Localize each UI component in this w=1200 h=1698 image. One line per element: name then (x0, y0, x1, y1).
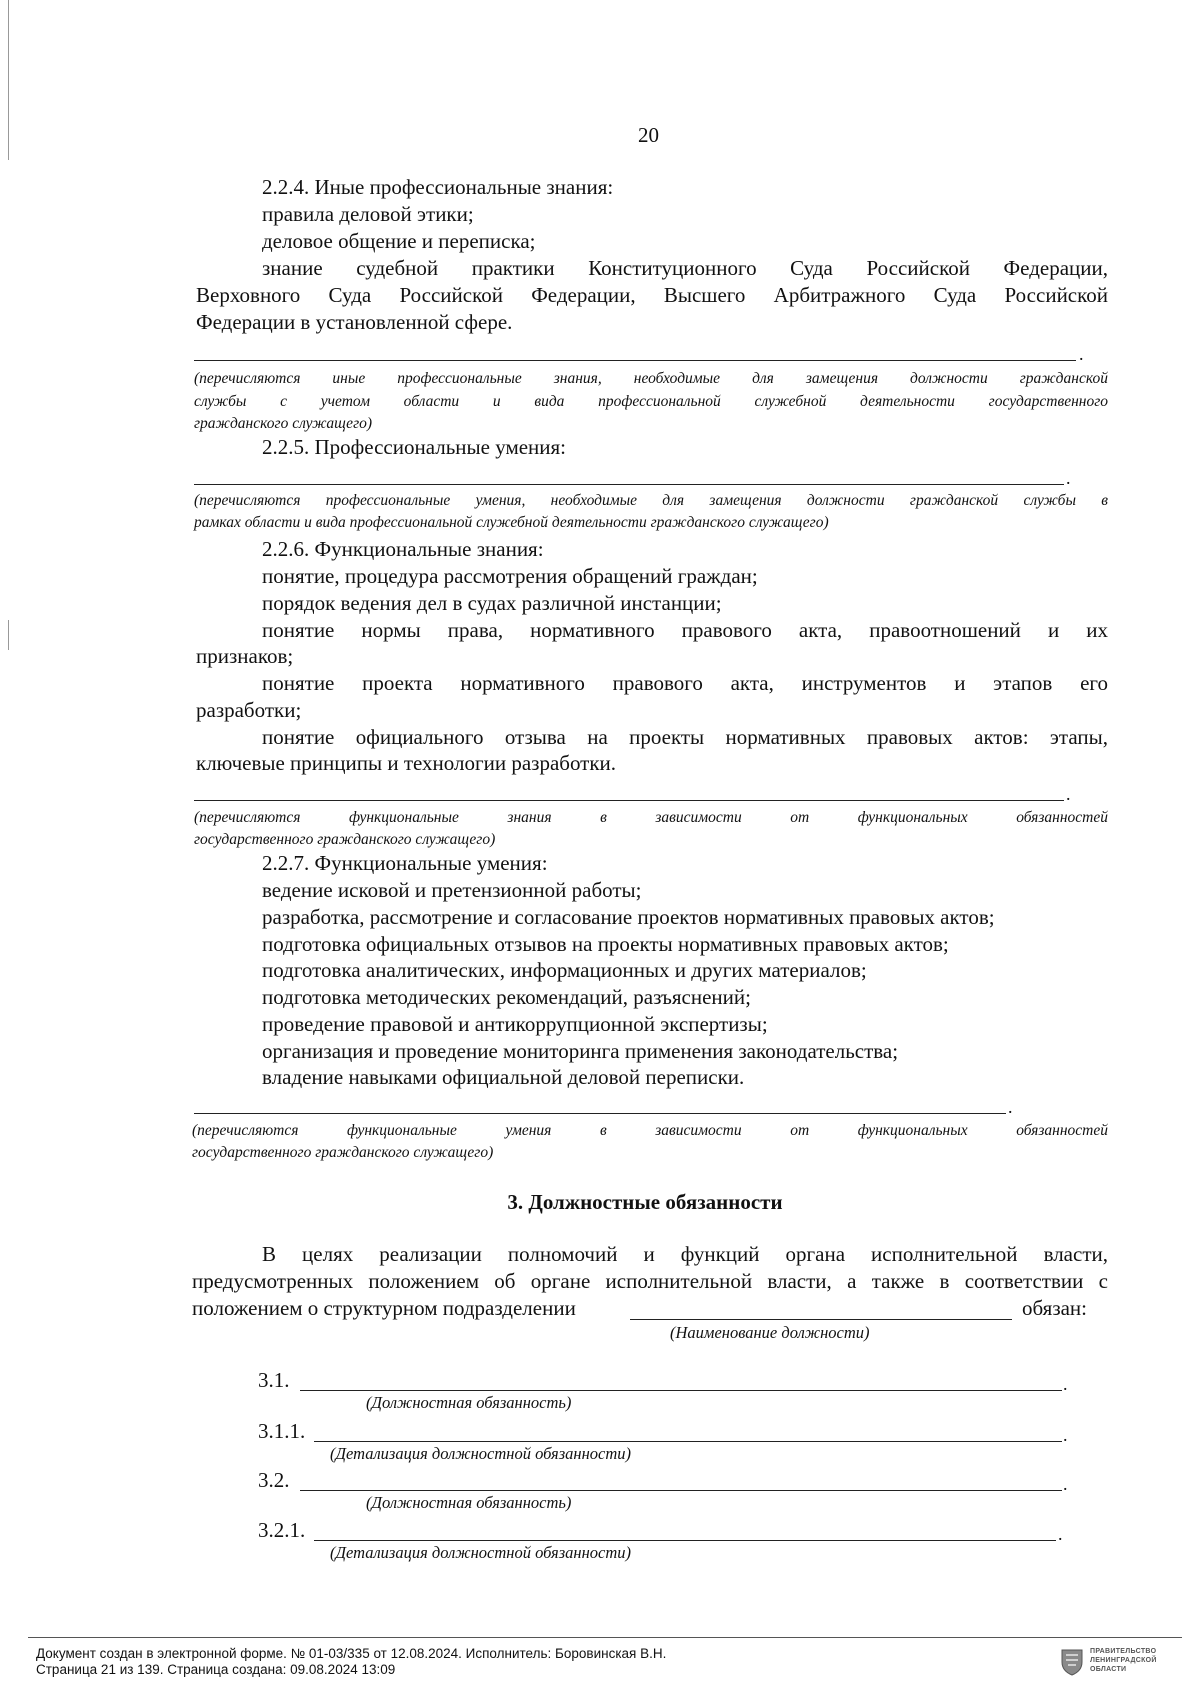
period-mark: . (1079, 344, 1084, 364)
paragraph-line: В целях реализации полномочий и функций органа исполнительной власти, (262, 1242, 1108, 1266)
blank-line (194, 360, 1076, 361)
period-mark: . (1063, 1374, 1068, 1394)
list-item: ведение исковой и претензионной работы; (262, 878, 642, 902)
position-name-field[interactable] (630, 1319, 1012, 1320)
duty-field[interactable] (314, 1441, 1062, 1442)
logo-text: ЛЕНИНГРАДСКОЙ (1090, 1657, 1157, 1664)
duty-caption: (Детализация должностной обязанности) (330, 1444, 631, 1463)
blank-line (194, 484, 1064, 485)
list-item: порядок ведения дел в судах различной инстанции; (262, 591, 722, 615)
note-line: (перечисляются функциональные умения в зависимости от функциональных обязанностей (192, 1122, 1108, 1139)
footer-divider (28, 1637, 1182, 1638)
paragraph-line: признаков; (196, 644, 294, 668)
duty-number: 3.1.1. (258, 1419, 306, 1443)
list-item: проведение правовой и антикоррупционной экспертизы; (262, 1012, 768, 1036)
duty-caption: (Должностная обязанность) (366, 1493, 572, 1512)
duty-field[interactable] (314, 1540, 1056, 1541)
paragraph-line: понятие нормы права, нормативного правового акта, правоотношений и их (262, 618, 1108, 642)
section-227-heading: 2.2.7. Функциональные умения: (262, 851, 548, 875)
duty-field[interactable] (300, 1490, 1062, 1491)
section-3-title: 3. Должностные обязанности (507, 1190, 783, 1214)
paragraph-line: знание судебной практики Конституционного Суда Российской Федерации, (262, 256, 1108, 280)
period-mark: . (1063, 1474, 1068, 1494)
paragraph-line: понятие проекта нормативного правового акта, инструментов и этапов его (262, 671, 1108, 695)
blank-line (194, 1113, 1006, 1114)
note-line: (перечисляются иные профессиональные знания, необходимые для замещения должности гражданской (194, 370, 1108, 387)
scan-edge-mark (8, 620, 9, 650)
page-number: 20 (638, 123, 659, 147)
duty-number: 3.2. (258, 1468, 290, 1492)
scan-edge-mark (8, 0, 9, 160)
note-line: (перечисляются функциональные знания в зависимости от функциональных обязанностей (194, 809, 1108, 826)
note-line: службы с учетом области и вида профессиональной служебной деятельности государственного (194, 393, 1108, 410)
period-mark: . (1066, 784, 1071, 804)
duty-number: 3.2.1. (258, 1518, 306, 1542)
list-item: организация и проведение мониторинга применения законодательства; (262, 1039, 899, 1063)
logo-text: ПРАВИТЕЛЬСТВО (1090, 1648, 1157, 1655)
logo-text: ОБЛАСТИ (1090, 1666, 1127, 1673)
period-mark: . (1058, 1524, 1063, 1544)
list-item: деловое общение и переписка; (262, 229, 536, 253)
blank-line (194, 800, 1064, 801)
note-line: (перечисляются профессиональные умения, необходимые для замещения должности гражданской службы в (194, 492, 1108, 509)
paragraph-line: положением о структурном подразделении (192, 1296, 576, 1320)
paragraph-line: разработки; (196, 698, 302, 722)
section-225-heading: 2.2.5. Профессиональные умения: (262, 435, 567, 459)
list-item: подготовка методических рекомендаций, разъяснений; (262, 985, 751, 1009)
period-mark: . (1008, 1097, 1013, 1117)
note-line: государственного гражданского служащего) (194, 831, 496, 848)
section-226-heading: 2.2.6. Функциональные знания: (262, 537, 544, 561)
obligated-label: обязан: (1022, 1296, 1088, 1320)
paragraph-line: предусмотренных положением об органе исполнительной власти, а также в соответствии с (192, 1269, 1108, 1293)
footer-line-1: Документ создан в электронной форме. № 01-03/335 от 12.08.2024. Исполнитель: Боровинская В.Н. (36, 1646, 667, 1661)
government-logo (1058, 1644, 1184, 1680)
coat-of-arms-icon (1060, 1648, 1084, 1676)
section-224-heading: 2.2.4. Иные профессиональные знания: (262, 175, 614, 199)
paragraph-line: Верховного Суда Российской Федерации, Высшего Арбитражного Суда Российской (196, 283, 1108, 307)
duty-caption: (Должностная обязанность) (366, 1393, 572, 1412)
paragraph-line: понятие официального отзыва на проекты нормативных правовых актов: этапы, (262, 725, 1108, 749)
position-caption: (Наименование должности) (670, 1323, 870, 1342)
period-mark: . (1066, 468, 1071, 488)
footer-line-2: Страница 21 из 139. Страница создана: 09.08.2024 13:09 (36, 1662, 396, 1677)
note-line: гражданского служащего) (194, 415, 373, 432)
list-item: подготовка официальных отзывов на проекты нормативных правовых актов; (262, 932, 949, 956)
paragraph-line: Федерации в установленной сфере. (196, 310, 513, 334)
duty-number: 3.1. (258, 1368, 290, 1392)
duty-caption: (Детализация должностной обязанности) (330, 1543, 631, 1562)
paragraph-line: ключевые принципы и технологии разработки. (196, 751, 617, 775)
list-item: понятие, процедура рассмотрения обращений граждан; (262, 564, 758, 588)
note-line: государственного гражданского служащего) (192, 1144, 494, 1161)
list-item: разработка, рассмотрение и согласование проектов нормативных правовых актов; (262, 905, 995, 929)
list-item: подготовка аналитических, информационных и других материалов; (262, 958, 867, 982)
duty-field[interactable] (300, 1390, 1062, 1391)
list-item: владение навыками официальной деловой переписки. (262, 1065, 745, 1089)
note-line: рамках области и вида профессиональной служебной деятельности гражданского служащего) (194, 514, 829, 531)
list-item: правила деловой этики; (262, 202, 474, 226)
period-mark: . (1063, 1425, 1068, 1445)
